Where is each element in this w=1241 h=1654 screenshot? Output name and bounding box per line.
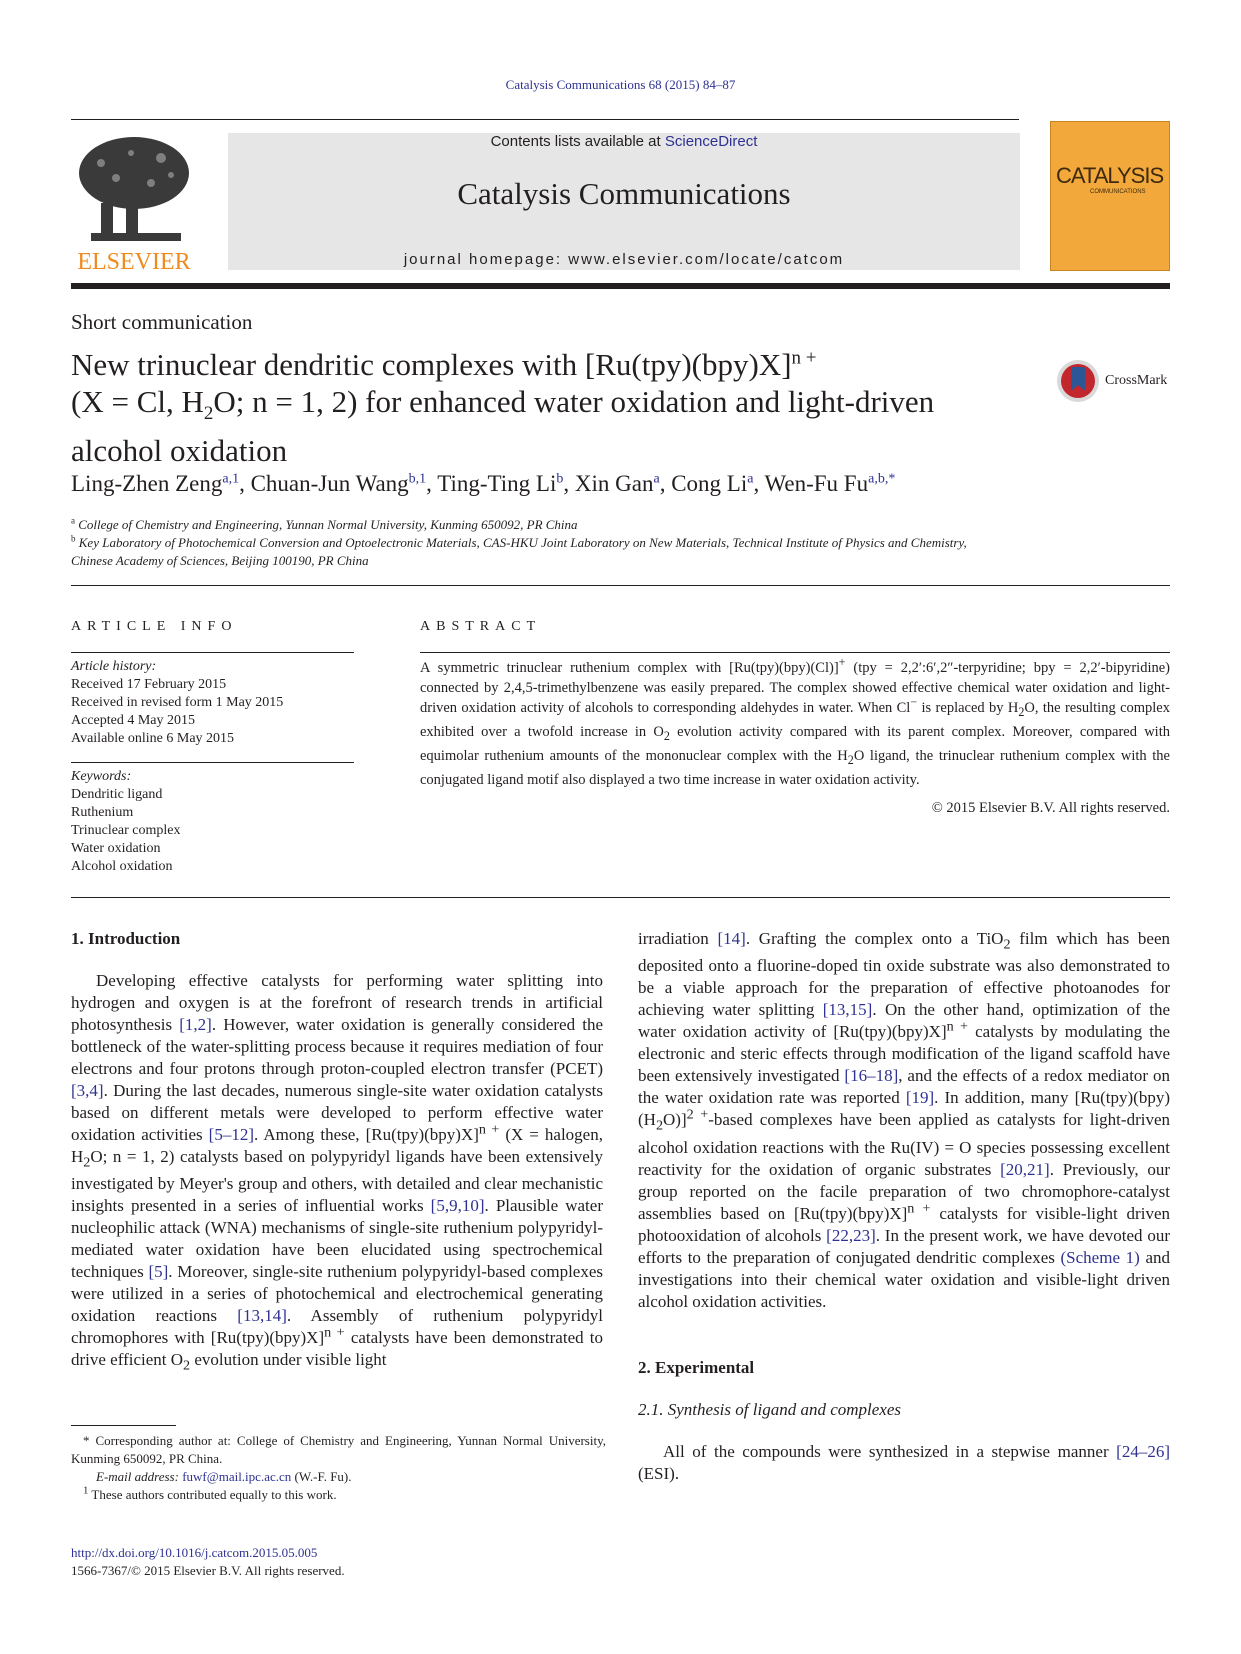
citation-link[interactable]: [14] bbox=[717, 929, 746, 948]
citation-link[interactable]: [5–12] bbox=[208, 1125, 254, 1144]
article-info-heading: ARTICLE INFO bbox=[71, 619, 238, 634]
journal-title: Catalysis Communications bbox=[457, 176, 791, 211]
article-type: Short communication bbox=[71, 310, 253, 334]
article-title: New trinuclear dendritic complexes with $[Ru(tpy)(bpy)X]^{n +}$ (X = Cl, $H_2O$; n = 1, 2) for enhanced water oxidation and light-driven alcohol oxidation bbox=[71, 347, 935, 469]
masthead-rule bbox=[71, 283, 1170, 289]
intro-paragraph-cont: irradiation [14]. Grafting the complex onto a TiO$_2$ film which has been deposited onto a fluorine-doped tin oxide substrate was also demonstrated to be a viable approach for the preparation of effective photoanodes for achieving water splitting [13,15]. On the other hand, optimization of the water oxidation activity of $[Ru(tpy)(bpy)X]^{n +}$ catalysts by modulating the electronic and steric effects through modification of the ligand scaffold have been extensively investigated [16–18], and the effects of a redox mediator on the water oxidation rate was reported [19]. In addition, many $[Ru(tpy)(bpy)(H_2O)]^{2 +}$-based complexes have been applied as catalysts for light-driven alcohol oxidation reactions with the Ru(IV) = O species possessing excellent reactivity for the oxidation of organic substrates [20,21]. Previously, our group reported on the facile preparation of two chromophore-catalyst assemblies based on $[Ru(tpy)(bpy)X]^{n +}$ catalysts for visible-light driven photooxidation of alcohols [22,23]. In the present work, we have devoted our efforts to the preparation of conjugated dendritic complexes (Scheme 1) and investigations into their chemical water oxidation and visible-light driven alcohol oxidation activities. bbox=[638, 929, 1171, 1311]
keywords: Keywords: Dendritic ligand Ruthenium Trinuclear complex Water oxidation Alcohol oxidation bbox=[71, 768, 354, 876]
footnotes: * Corresponding author at: College of Chemistry and Engineering, Yunnan Normal University, Kunming 650092, PR China. E-mail address: fuwf@mail.ipc.ac.cn (W.-F. Fu). $^1$ These authors contributed equally to this work. bbox=[71, 1433, 606, 1502]
author-list: Ling-Zhen Zeng$^{a,1}$, Chuan-Jun Wang$^{b,1}$, Ting-Ting Li$^b$, Xin Gan$^a$, Cong Li$^a$, Wen-Fu $Fu^{a,b,*}$ bbox=[71, 471, 896, 496]
crossmark-label: CrossMark bbox=[1105, 373, 1168, 388]
footnote-rule bbox=[71, 1425, 176, 1426]
citation-link[interactable]: [5,9,10] bbox=[430, 1196, 485, 1216]
header-rule bbox=[71, 119, 1019, 120]
sciencedirect-link[interactable]: ScienceDirect bbox=[664, 133, 758, 150]
elsevier-tree-logo bbox=[71, 133, 197, 248]
affiliation-rule bbox=[71, 585, 1170, 586]
abstract-text: A symmetric trinuclear ruthenium complex with [Ru(tpy)(bpy)(Cl)]+ (tpy = 2,2′:6′,2″-terpyridine; bpy = 2,2′-bipyridine) connected by 2,4,5-trimethylbenzene was easily prepared. The complex showed effective chemical water oxidation and light-driven oxidation activity of alcohols to corresponding aldehydes in water. When Cl− is replaced by $H_2O$, the resulting complex exhibited over a twofold increase in $O_2$ evolution activity compared with its parent complex. Moreover, compared with equimolar ruthenium amounts of the mononuclear complex with the $H_2O$ ligand, the trinuclear ruthenium complex with the conjugated ligand motif also displayed a two time increase in water oxidation activity. bbox=[420, 655, 1171, 788]
section-heading: 1. Introduction bbox=[71, 929, 181, 948]
crossmark-badge[interactable] bbox=[1055, 358, 1167, 404]
scheme-link[interactable]: (Scheme 1) bbox=[1060, 1247, 1140, 1267]
crossmark-icon bbox=[1055, 358, 1101, 404]
body-rule bbox=[71, 897, 1170, 898]
citation-link[interactable]: [13,14] bbox=[237, 1306, 287, 1326]
journal-reference[interactable]: Catalysis Communications 68 (2015) 84–87 bbox=[505, 77, 736, 92]
journal-homepage[interactable]: journal homepage: www.elsevier.com/locate/catcom bbox=[403, 251, 845, 268]
citation-link[interactable]: [5] bbox=[148, 1262, 169, 1282]
author[interactable]: Ting-Ting Li bbox=[437, 471, 557, 496]
citation-link[interactable]: [22,23] bbox=[826, 1225, 876, 1245]
cover-title: CATALYSIS bbox=[1056, 163, 1164, 188]
keyword: Ruthenium bbox=[71, 805, 134, 820]
doi-link[interactable]: http://dx.doi.org/10.1016/j.catcom.2015.05.005 bbox=[71, 1545, 318, 1560]
footer bbox=[71, 1544, 345, 1580]
author[interactable]: Xin Gan bbox=[574, 471, 654, 496]
author[interactable]: Wen-Fu Fu bbox=[764, 471, 869, 496]
keyword: Trinuclear complex bbox=[71, 823, 181, 838]
section-heading: 2. Experimental bbox=[638, 1357, 755, 1377]
citation-link[interactable]: [19] bbox=[905, 1088, 935, 1108]
keywords-rule bbox=[71, 762, 354, 763]
keyword: Dendritic ligand bbox=[71, 787, 163, 802]
cover-subtitle: COMMUNICATIONS bbox=[1090, 189, 1146, 195]
citation-link[interactable]: [3,4] bbox=[71, 1081, 104, 1100]
journal-cover[interactable] bbox=[1050, 121, 1170, 271]
keyword: Alcohol oxidation bbox=[71, 859, 173, 874]
article-history: Article history: Received 17 February 2015 Received in revised form 1 May 2015 Accepted 4 May 2015 Available online 6 May 2015 bbox=[71, 659, 284, 746]
author[interactable]: Ling-Zhen Zeng bbox=[71, 471, 223, 496]
issn-line: 1566-7367/© 2015 Elsevier B.V. All rights reserved. bbox=[71, 1563, 345, 1578]
experimental-paragraph: All of the compounds were synthesized in a stepwise manner [24–26] (ESI). bbox=[638, 1441, 1170, 1483]
abstract-rule bbox=[420, 652, 1170, 653]
email-link[interactable]: fuwf@mail.ipc.ac.cn bbox=[182, 1469, 292, 1484]
abstract-heading: ABSTRACT bbox=[420, 619, 542, 634]
abstract-copyright: © 2015 Elsevier B.V. All rights reserved. bbox=[931, 800, 1170, 816]
author[interactable]: Cong Li bbox=[671, 471, 748, 496]
publisher-wordmark[interactable]: ELSEVIER bbox=[77, 249, 191, 275]
body-column-right bbox=[638, 928, 1170, 1485]
author[interactable]: Chuan-Jun Wang bbox=[250, 471, 409, 496]
affiliations: $^a$ College of Chemistry and Engineering, Yunnan Normal University, Kunming 650092, PR China $^b$ Key Laboratory of Photochemical Conversion and Optoelectronic Materials, CAS-HKU Joint Laboratory on New Materials, Technical Institute of Physics and Chemistry, Chinese Academy of Sciences, Beijing 100190, PR China bbox=[71, 515, 967, 568]
citation-link[interactable]: [24–26] bbox=[1116, 1441, 1170, 1461]
citation-link[interactable]: [16–18] bbox=[844, 1066, 899, 1086]
article-info-rule bbox=[71, 652, 354, 653]
keyword: Water oxidation bbox=[71, 841, 161, 856]
subsection-heading: 2.1. Synthesis of ligand and complexes bbox=[638, 1399, 901, 1419]
citation-link[interactable]: [20,21] bbox=[1000, 1159, 1050, 1179]
intro-paragraph: Developing effective catalysts for performing water splitting into hydrogen and oxygen is at the forefront of research trends in artificial photosynthesis [1,2]. However, water oxidation is generally considered the bottleneck of the water-splitting process because it requires mediation of four electrons and four protons through proton-coupled electron transfer (PCET) [3,4]. During the last decades, numerous single-site water oxidation catalysts based on different metals were developed to perform effective water oxidation activities [5–12]. Among these, $[Ru(tpy)(bpy)X]^{n +}$ (X = halogen, $H_2O$; n = 1, 2) catalysts based on polypyridyl ligands have been extensively investigated by Meyer's group and others, with detailed and clear mechanistic insights presented in a series of influential works [5,9,10]. Plausible water nucleophilic attack (WNA) mechanisms of single-site ruthenium polypyridyl-mediated water oxidation have been elucidated using spectrochemical techniques [5]. Moreover, single-site ruthenium polypyridyl-based complexes were utilized in a series of photochemical and electrochemical generating oxidation reactions [13,14]. Assembly of ruthenium polypyridyl chromophores with $[Ru(tpy)(bpy)X]^{n +}$ catalysts have been demonstrated to drive efficient $O_2$ evolution under visible light bbox=[71, 971, 604, 1374]
contents-line: Contents lists available at ScienceDirect bbox=[490, 133, 758, 150]
citation-link[interactable]: [1,2] bbox=[179, 1015, 212, 1034]
citation-link[interactable]: [13,15] bbox=[822, 1000, 873, 1020]
body-column-left bbox=[71, 928, 603, 1377]
